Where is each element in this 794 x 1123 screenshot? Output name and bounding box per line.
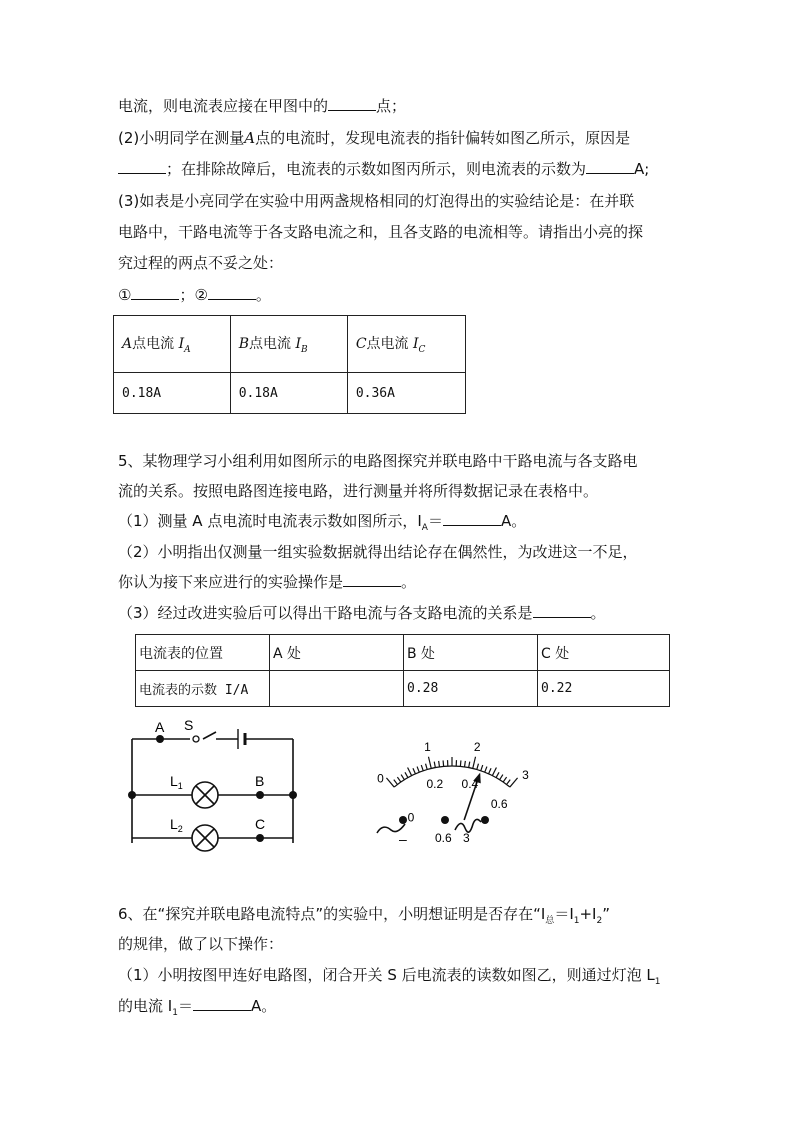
q5-line-5: 你认为接下来应进行的实验操作是 。 [118, 573, 417, 591]
meter-tick [417, 767, 419, 773]
meter-tick [413, 768, 415, 773]
node-b [256, 791, 264, 799]
table-header: 电流表的位置 [136, 635, 270, 671]
table-header-b: B点电流 $I_B$ [230, 316, 347, 373]
table-cell: 0.18A [114, 373, 231, 414]
meter-tick [434, 762, 435, 768]
label-l2: $L_2$ [170, 816, 183, 834]
meter-tick [489, 768, 491, 773]
table-header: C 处 [538, 635, 670, 671]
meter-tick [473, 757, 476, 769]
label-a: A [155, 719, 165, 735]
terminal-0-6 [441, 816, 449, 824]
q6-line-2: 的规律，做了以下操作： [118, 935, 284, 953]
meter-tick [397, 777, 400, 782]
q6-line-1: 6、在“探究并联电路电流特点”的实验中，小明想证明是否存在“$I_总=I_1+I_2$” [118, 905, 610, 926]
table-row [114, 373, 466, 414]
current-table-q4 [113, 315, 466, 414]
meter-tick [503, 777, 506, 782]
meter-tick [421, 765, 423, 771]
tick-label-top: 3 [522, 767, 529, 782]
meter-tick [426, 764, 428, 770]
table-cell: 0.22 [538, 671, 670, 707]
table-cell: 0.36A [347, 373, 465, 414]
meter-tick [510, 778, 518, 787]
table-cell: 0.28 [404, 671, 538, 707]
tick-label-bottom: 0.4 [461, 777, 479, 792]
answer-blank[interactable] [443, 511, 501, 526]
meter-arc [394, 766, 510, 787]
circuit-diagram [120, 715, 305, 855]
q6-line-4: 的电流 $I_1= A$。 [118, 997, 277, 1018]
meter-tick [408, 768, 412, 776]
terminal-minus-label: – [399, 831, 407, 847]
meter-tick [428, 757, 431, 769]
q4-line-4: (3)如表是小亮同学在实验中用两盏规格相同的灯泡得出的实验结论是：在并联 [118, 192, 635, 210]
table-row [136, 671, 670, 707]
q5-line-6: （3）经过改进实验后可以得出干路电流与各支路电流的关系是 。 [118, 604, 606, 622]
q6-line-3: （1）小明按图甲连好电路图，闭合开关 S 后电流表的读数如图乙，则通过灯泡 $L_1$ [118, 966, 661, 987]
q4-line-2: (2)小明同学在测量A点的电流时，发现电流表的指针偏转如图乙所示，原因是 [118, 129, 631, 147]
current-table-q5 [135, 634, 670, 707]
label-s: S [184, 717, 194, 733]
answer-blank[interactable] [208, 285, 256, 300]
junction-dot [289, 791, 297, 799]
table-header: B 处 [404, 635, 538, 671]
meter-tick [405, 772, 408, 777]
table-cell: 电流表的示数 I/A [136, 671, 270, 707]
label-b: B [255, 773, 265, 789]
meter-zero-inner: 0 [407, 810, 415, 825]
q4-line-3: ；在排除故障后，电流表的示数如图丙所示，则电流表的示数为 A; [118, 159, 649, 179]
answer-blank[interactable] [328, 96, 376, 111]
q5-line-1: 5、某物理学习小组利用如图所示的电路图探究并联电路中干路电流与各支路电 [118, 452, 638, 470]
q5-line-2: 流的关系。按照电路图连接电路，进行测量并将所得数据记录在表格中。 [118, 482, 599, 500]
meter-tick [507, 780, 511, 785]
meter-tick [386, 778, 394, 787]
meter-tick [465, 761, 466, 767]
answer-blank[interactable] [586, 159, 634, 174]
node-a [156, 735, 164, 743]
answer-blank[interactable] [193, 996, 251, 1011]
meter-tick [496, 772, 499, 777]
meter-tick [485, 767, 487, 773]
terminal-3 [481, 816, 489, 824]
answer-blank[interactable] [118, 159, 166, 174]
terminal-3-label: 3 [463, 831, 470, 845]
meter-tick [394, 780, 398, 785]
terminal-0-6-label: 0.6 [435, 831, 452, 845]
q4-line-7: ① ；② 。 [118, 286, 271, 304]
tick-label-bottom: 0.6 [490, 796, 508, 811]
meter-tick [401, 775, 404, 780]
table-header: A 处 [270, 635, 404, 671]
table-cell: 0.18A [230, 373, 347, 414]
label-l1: $L_1$ [170, 773, 183, 791]
table-row [114, 316, 466, 373]
meter-zero-outer: 0 [377, 771, 384, 786]
answer-blank[interactable] [343, 572, 401, 587]
answer-blank[interactable] [131, 285, 179, 300]
ammeter-dial [355, 706, 550, 856]
node-c [256, 834, 264, 842]
label-c: C [255, 816, 266, 832]
tick-label-bottom: 0.2 [426, 777, 444, 792]
tick-label-top: 2 [473, 739, 481, 754]
table-header-c: C点电流 $I_C$ [347, 316, 465, 373]
tick-label-top: 1 [424, 739, 431, 754]
meter-tick [477, 764, 479, 770]
table-cell [270, 671, 404, 707]
meter-tick [469, 762, 470, 768]
meter-tick [481, 765, 483, 771]
q5-line-3: （1）测量 A 点电流时电流表示数如图所示，$I_A= A$。 [118, 512, 527, 533]
meter-tick [443, 760, 444, 766]
answer-blank[interactable] [533, 603, 591, 618]
switch-contact [193, 736, 199, 742]
meter-scale [386, 757, 517, 787]
q4-line-1: 电流，则电流表应接在甲图中的 点； [118, 97, 407, 115]
meter-tick [500, 775, 503, 780]
q4-line-5: 电路中，干路电流等于各支路电流之和，且各支路的电流相等。请指出小亮的探 [118, 223, 644, 241]
meter-tick [460, 760, 461, 766]
meter-tick [439, 761, 440, 767]
switch-lever [203, 732, 216, 739]
terminal-minus [399, 816, 407, 824]
junction-dot [128, 791, 136, 799]
meter-tick [492, 768, 496, 776]
q4-line-6: 究过程的两点不妥之处： [118, 254, 284, 272]
table-header-a: A点电流 $I_A$ [114, 316, 231, 373]
table-row [136, 635, 670, 671]
q5-line-4: （2）小明指出仅测量一组实验数据就得出结论存在偶然性，为改进这一不足， [118, 543, 638, 561]
